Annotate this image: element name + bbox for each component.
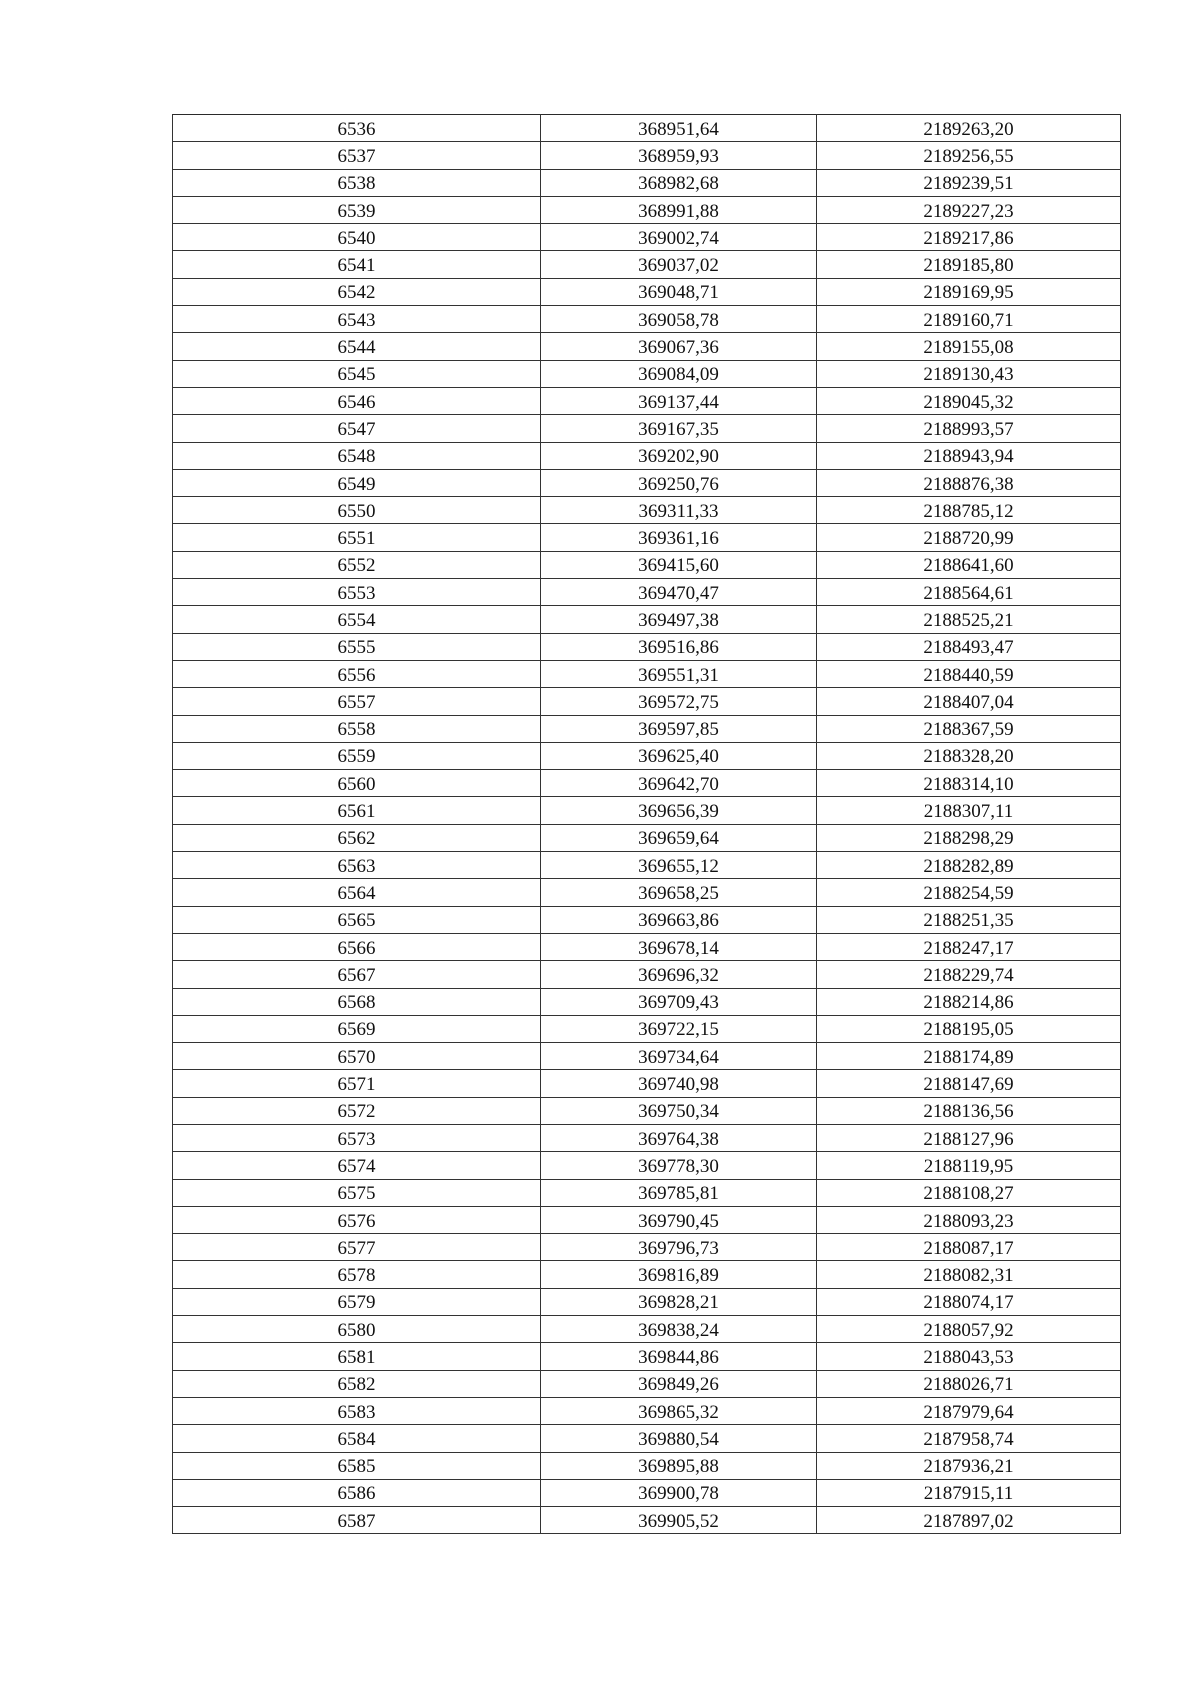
table-row: [173, 1179, 1121, 1206]
y-coordinate-cell: 2187915,11: [817, 1479, 1121, 1506]
x-coordinate-cell: 368991,88: [541, 196, 817, 223]
point-number-cell: 6574: [173, 1152, 541, 1179]
y-coordinate-cell: 2188247,17: [817, 933, 1121, 960]
table-row: [173, 852, 1121, 879]
point-number-cell: 6555: [173, 633, 541, 660]
x-coordinate-cell: 369816,89: [541, 1261, 817, 1288]
y-coordinate-cell: 2188720,99: [817, 524, 1121, 551]
point-number-cell: 6554: [173, 606, 541, 633]
point-number-cell: 6553: [173, 579, 541, 606]
point-number-cell: 6551: [173, 524, 541, 551]
point-number-cell: 6569: [173, 1015, 541, 1042]
x-coordinate-cell: 369202,90: [541, 442, 817, 469]
y-coordinate-cell: 2188136,56: [817, 1097, 1121, 1124]
point-number-cell: 6567: [173, 961, 541, 988]
point-number-cell: 6572: [173, 1097, 541, 1124]
point-number-cell: 6573: [173, 1124, 541, 1151]
point-number-cell: 6575: [173, 1179, 541, 1206]
x-coordinate-cell: 369656,39: [541, 797, 817, 824]
y-coordinate-cell: 2188298,29: [817, 824, 1121, 851]
table-row: [173, 1124, 1121, 1151]
x-coordinate-cell: 369663,86: [541, 906, 817, 933]
y-coordinate-cell: 2188641,60: [817, 551, 1121, 578]
x-coordinate-cell: 369361,16: [541, 524, 817, 551]
x-coordinate-cell: 369659,64: [541, 824, 817, 851]
x-coordinate-cell: 369658,25: [541, 879, 817, 906]
point-number-cell: 6581: [173, 1343, 541, 1370]
table-row: [173, 1097, 1121, 1124]
point-number-cell: 6563: [173, 852, 541, 879]
point-number-cell: 6578: [173, 1261, 541, 1288]
table-row: [173, 306, 1121, 333]
point-number-cell: 6538: [173, 169, 541, 196]
table-row: [173, 1234, 1121, 1261]
point-number-cell: 6552: [173, 551, 541, 578]
x-coordinate-cell: 369764,38: [541, 1124, 817, 1151]
table-row: [173, 142, 1121, 169]
point-number-cell: 6586: [173, 1479, 541, 1506]
y-coordinate-cell: 2187958,74: [817, 1425, 1121, 1452]
x-coordinate-cell: 369655,12: [541, 852, 817, 879]
table-row: [173, 824, 1121, 851]
point-number-cell: 6580: [173, 1316, 541, 1343]
x-coordinate-cell: 369900,78: [541, 1479, 817, 1506]
y-coordinate-cell: 2187936,21: [817, 1452, 1121, 1479]
x-coordinate-cell: 369838,24: [541, 1316, 817, 1343]
x-coordinate-cell: 369750,34: [541, 1097, 817, 1124]
x-coordinate-cell: 369895,88: [541, 1452, 817, 1479]
x-coordinate-cell: 369849,26: [541, 1370, 817, 1397]
table-row: [173, 688, 1121, 715]
point-number-cell: 6587: [173, 1507, 541, 1534]
point-number-cell: 6565: [173, 906, 541, 933]
table-row: [173, 1015, 1121, 1042]
point-number-cell: 6579: [173, 1288, 541, 1315]
y-coordinate-cell: 2188074,17: [817, 1288, 1121, 1315]
table-row: [173, 497, 1121, 524]
point-number-cell: 6542: [173, 278, 541, 305]
point-number-cell: 6584: [173, 1425, 541, 1452]
x-coordinate-cell: 369828,21: [541, 1288, 817, 1315]
table-row: [173, 1070, 1121, 1097]
table-row: [173, 169, 1121, 196]
table-row: [173, 633, 1121, 660]
y-coordinate-cell: 2188174,89: [817, 1043, 1121, 1070]
table-row: [173, 387, 1121, 414]
y-coordinate-cell: 2188087,17: [817, 1234, 1121, 1261]
table-row: [173, 1152, 1121, 1179]
y-coordinate-cell: 2188525,21: [817, 606, 1121, 633]
x-coordinate-cell: 369058,78: [541, 306, 817, 333]
coordinates-table-body: [173, 115, 1121, 1534]
point-number-cell: 6571: [173, 1070, 541, 1097]
table-row: [173, 961, 1121, 988]
point-number-cell: 6558: [173, 715, 541, 742]
x-coordinate-cell: 369696,32: [541, 961, 817, 988]
table-row: [173, 1288, 1121, 1315]
x-coordinate-cell: 369597,85: [541, 715, 817, 742]
table-row: [173, 278, 1121, 305]
table-row: [173, 333, 1121, 360]
y-coordinate-cell: 2188119,95: [817, 1152, 1121, 1179]
table-row: [173, 196, 1121, 223]
table-row: [173, 1343, 1121, 1370]
y-coordinate-cell: 2188229,74: [817, 961, 1121, 988]
x-coordinate-cell: 369796,73: [541, 1234, 817, 1261]
x-coordinate-cell: 369785,81: [541, 1179, 817, 1206]
point-number-cell: 6560: [173, 770, 541, 797]
point-number-cell: 6585: [173, 1452, 541, 1479]
y-coordinate-cell: 2189227,23: [817, 196, 1121, 223]
x-coordinate-cell: 369572,75: [541, 688, 817, 715]
point-number-cell: 6564: [173, 879, 541, 906]
x-coordinate-cell: 368982,68: [541, 169, 817, 196]
y-coordinate-cell: 2189239,51: [817, 169, 1121, 196]
x-coordinate-cell: 369037,02: [541, 251, 817, 278]
y-coordinate-cell: 2189217,86: [817, 224, 1121, 251]
table-row: [173, 906, 1121, 933]
point-number-cell: 6537: [173, 142, 541, 169]
y-coordinate-cell: 2188251,35: [817, 906, 1121, 933]
y-coordinate-cell: 2189155,08: [817, 333, 1121, 360]
point-number-cell: 6577: [173, 1234, 541, 1261]
point-number-cell: 6544: [173, 333, 541, 360]
y-coordinate-cell: 2189263,20: [817, 115, 1121, 142]
y-coordinate-cell: 2188093,23: [817, 1206, 1121, 1233]
table-row: [173, 1261, 1121, 1288]
y-coordinate-cell: 2188026,71: [817, 1370, 1121, 1397]
y-coordinate-cell: 2188127,96: [817, 1124, 1121, 1151]
point-number-cell: 6566: [173, 933, 541, 960]
y-coordinate-cell: 2189185,80: [817, 251, 1121, 278]
table-row: [173, 442, 1121, 469]
y-coordinate-cell: 2187897,02: [817, 1507, 1121, 1534]
table-row: [173, 715, 1121, 742]
y-coordinate-cell: 2188328,20: [817, 742, 1121, 769]
y-coordinate-cell: 2188043,53: [817, 1343, 1121, 1370]
x-coordinate-cell: 369790,45: [541, 1206, 817, 1233]
table-row: [173, 469, 1121, 496]
y-coordinate-cell: 2188195,05: [817, 1015, 1121, 1042]
x-coordinate-cell: 369880,54: [541, 1425, 817, 1452]
x-coordinate-cell: 369625,40: [541, 742, 817, 769]
point-number-cell: 6582: [173, 1370, 541, 1397]
y-coordinate-cell: 2189160,71: [817, 306, 1121, 333]
y-coordinate-cell: 2188282,89: [817, 852, 1121, 879]
table-row: [173, 224, 1121, 251]
y-coordinate-cell: 2188314,10: [817, 770, 1121, 797]
point-number-cell: 6570: [173, 1043, 541, 1070]
y-coordinate-cell: 2188254,59: [817, 879, 1121, 906]
table-row: [173, 415, 1121, 442]
table-row: [173, 879, 1121, 906]
table-row: [173, 742, 1121, 769]
table-row: [173, 1043, 1121, 1070]
point-number-cell: 6576: [173, 1206, 541, 1233]
point-number-cell: 6543: [173, 306, 541, 333]
coordinates-table: [172, 114, 1121, 1534]
y-coordinate-cell: 2188876,38: [817, 469, 1121, 496]
x-coordinate-cell: 369002,74: [541, 224, 817, 251]
point-number-cell: 6562: [173, 824, 541, 851]
y-coordinate-cell: 2188108,27: [817, 1179, 1121, 1206]
x-coordinate-cell: 369678,14: [541, 933, 817, 960]
y-coordinate-cell: 2188367,59: [817, 715, 1121, 742]
table-row: [173, 551, 1121, 578]
table-row: [173, 360, 1121, 387]
x-coordinate-cell: 368951,64: [541, 115, 817, 142]
table-row: [173, 1479, 1121, 1506]
table-row: [173, 1507, 1121, 1534]
y-coordinate-cell: 2189045,32: [817, 387, 1121, 414]
table-row: [173, 1452, 1121, 1479]
point-number-cell: 6557: [173, 688, 541, 715]
table-row: [173, 660, 1121, 687]
table-row: [173, 115, 1121, 142]
table-row: [173, 1425, 1121, 1452]
y-coordinate-cell: 2188082,31: [817, 1261, 1121, 1288]
y-coordinate-cell: 2188147,69: [817, 1070, 1121, 1097]
x-coordinate-cell: 369709,43: [541, 988, 817, 1015]
point-number-cell: 6549: [173, 469, 541, 496]
y-coordinate-cell: 2189256,55: [817, 142, 1121, 169]
y-coordinate-cell: 2188943,94: [817, 442, 1121, 469]
table-row: [173, 579, 1121, 606]
x-coordinate-cell: 369497,38: [541, 606, 817, 633]
y-coordinate-cell: 2188057,92: [817, 1316, 1121, 1343]
point-number-cell: 6541: [173, 251, 541, 278]
x-coordinate-cell: 369734,64: [541, 1043, 817, 1070]
x-coordinate-cell: 369415,60: [541, 551, 817, 578]
x-coordinate-cell: 369311,33: [541, 497, 817, 524]
y-coordinate-cell: 2189130,43: [817, 360, 1121, 387]
y-coordinate-cell: 2189169,95: [817, 278, 1121, 305]
x-coordinate-cell: 369722,15: [541, 1015, 817, 1042]
x-coordinate-cell: 368959,93: [541, 142, 817, 169]
table-row: [173, 251, 1121, 278]
point-number-cell: 6539: [173, 196, 541, 223]
table-row: [173, 933, 1121, 960]
y-coordinate-cell: 2188307,11: [817, 797, 1121, 824]
x-coordinate-cell: 369551,31: [541, 660, 817, 687]
table-row: [173, 797, 1121, 824]
point-number-cell: 6548: [173, 442, 541, 469]
x-coordinate-cell: 369778,30: [541, 1152, 817, 1179]
point-number-cell: 6583: [173, 1397, 541, 1424]
table-row: [173, 606, 1121, 633]
y-coordinate-cell: 2188564,61: [817, 579, 1121, 606]
point-number-cell: 6540: [173, 224, 541, 251]
x-coordinate-cell: 369067,36: [541, 333, 817, 360]
point-number-cell: 6568: [173, 988, 541, 1015]
y-coordinate-cell: 2188493,47: [817, 633, 1121, 660]
x-coordinate-cell: 369470,47: [541, 579, 817, 606]
x-coordinate-cell: 369865,32: [541, 1397, 817, 1424]
y-coordinate-cell: 2187979,64: [817, 1397, 1121, 1424]
table-row: [173, 1206, 1121, 1233]
y-coordinate-cell: 2188214,86: [817, 988, 1121, 1015]
x-coordinate-cell: 369167,35: [541, 415, 817, 442]
point-number-cell: 6556: [173, 660, 541, 687]
point-number-cell: 6550: [173, 497, 541, 524]
x-coordinate-cell: 369740,98: [541, 1070, 817, 1097]
point-number-cell: 6559: [173, 742, 541, 769]
table-row: [173, 524, 1121, 551]
x-coordinate-cell: 369516,86: [541, 633, 817, 660]
table-row: [173, 1370, 1121, 1397]
table-row: [173, 770, 1121, 797]
x-coordinate-cell: 369844,86: [541, 1343, 817, 1370]
x-coordinate-cell: 369084,09: [541, 360, 817, 387]
x-coordinate-cell: 369905,52: [541, 1507, 817, 1534]
x-coordinate-cell: 369642,70: [541, 770, 817, 797]
table-row: [173, 1397, 1121, 1424]
point-number-cell: 6561: [173, 797, 541, 824]
point-number-cell: 6547: [173, 415, 541, 442]
y-coordinate-cell: 2188407,04: [817, 688, 1121, 715]
x-coordinate-cell: 369048,71: [541, 278, 817, 305]
table-row: [173, 1316, 1121, 1343]
x-coordinate-cell: 369137,44: [541, 387, 817, 414]
y-coordinate-cell: 2188993,57: [817, 415, 1121, 442]
point-number-cell: 6536: [173, 115, 541, 142]
point-number-cell: 6546: [173, 387, 541, 414]
y-coordinate-cell: 2188785,12: [817, 497, 1121, 524]
x-coordinate-cell: 369250,76: [541, 469, 817, 496]
table-row: [173, 988, 1121, 1015]
point-number-cell: 6545: [173, 360, 541, 387]
y-coordinate-cell: 2188440,59: [817, 660, 1121, 687]
